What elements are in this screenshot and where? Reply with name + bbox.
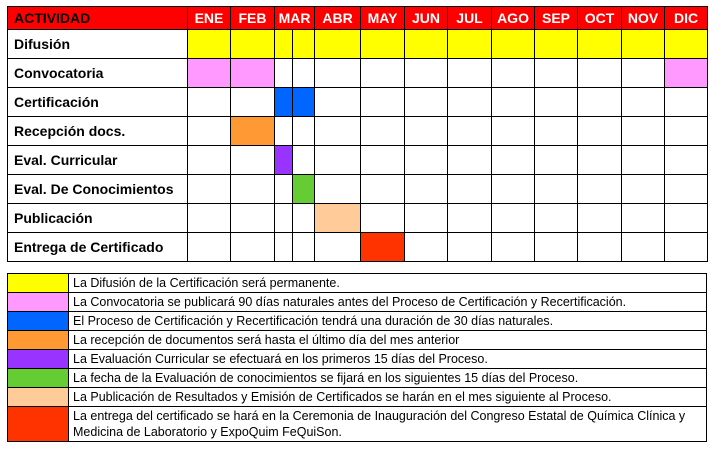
month-header-oct: OCT	[578, 7, 622, 30]
legend-row	[8, 350, 707, 369]
schedule-cell-filled	[448, 30, 492, 59]
schedule-cell	[231, 175, 275, 204]
schedule-cell	[405, 146, 448, 175]
schedule-cell	[275, 59, 293, 88]
legend-swatch	[8, 274, 69, 293]
schedule-cell-filled	[622, 30, 665, 59]
schedule-cell-filled	[188, 30, 231, 59]
schedule-cell	[448, 146, 492, 175]
schedule-cell	[622, 88, 665, 117]
schedule-cell	[578, 146, 622, 175]
legend-row	[8, 388, 707, 407]
schedule-cell	[231, 88, 275, 117]
schedule-cell	[622, 59, 665, 88]
schedule-cell-filled	[275, 88, 293, 117]
schedule-cell-filled	[361, 233, 405, 262]
activity-label: Eval. De Conocimientos	[8, 175, 188, 204]
legend-row	[8, 407, 707, 442]
schedule-cell	[665, 175, 708, 204]
schedule-cell	[188, 88, 231, 117]
schedule-cell	[448, 59, 492, 88]
schedule-cell	[293, 204, 315, 233]
schedule-cell	[315, 59, 361, 88]
schedule-cell	[315, 146, 361, 175]
schedule-cell-filled	[231, 59, 275, 88]
schedule-cell	[405, 204, 448, 233]
legend-text: La recepción de documentos será hasta el último día del mes anterior	[69, 331, 707, 350]
schedule-cell	[665, 88, 708, 117]
legend-text: La Evaluación Curricular se efectuará en los primeros 15 días del Proceso.	[69, 350, 707, 369]
schedule-cell	[492, 88, 535, 117]
schedule-cell	[293, 233, 315, 262]
schedule-cell	[578, 233, 622, 262]
schedule-cell	[448, 204, 492, 233]
legend-swatch	[8, 388, 69, 407]
schedule-cell	[361, 117, 405, 146]
schedule-cell	[578, 88, 622, 117]
schedule-cell	[578, 59, 622, 88]
month-header-jun: JUN	[405, 7, 448, 30]
month-header-dic: DIC	[665, 7, 708, 30]
header-activity: ACTIVIDAD	[8, 7, 188, 30]
activity-label: Recepción docs.	[8, 117, 188, 146]
schedule-cell-filled	[665, 30, 708, 59]
activity-label: Publicación	[8, 204, 188, 233]
month-header-sep: SEP	[535, 7, 578, 30]
month-header-jul: JUL	[448, 7, 492, 30]
schedule-cell	[448, 233, 492, 262]
schedule-cell	[665, 233, 708, 262]
schedule-cell	[188, 233, 231, 262]
schedule-cell	[622, 146, 665, 175]
legend-swatch	[8, 312, 69, 331]
schedule-cell	[535, 146, 578, 175]
schedule-cell	[622, 117, 665, 146]
activity-label: Entrega de Certificado	[8, 233, 188, 262]
schedule-cell	[315, 233, 361, 262]
schedule-cell-filled	[665, 59, 708, 88]
schedule-cell-filled	[315, 30, 361, 59]
schedule-cell	[361, 204, 405, 233]
activity-schedule-table	[7, 6, 708, 262]
month-header-abr: ABR	[315, 7, 361, 30]
legend-text: La entrega del certificado se hará en la Ceremonia de Inauguración del Congreso Estatal de Química Clínica y Medicina de Laboratorio y ExpoQuim FeQuiSon.	[69, 407, 707, 442]
activity-label: Convocatoria	[8, 59, 188, 88]
schedule-cell	[535, 233, 578, 262]
month-header-feb: FEB	[231, 7, 275, 30]
legend-row	[8, 274, 707, 293]
schedule-cell	[315, 88, 361, 117]
schedule-cell	[535, 59, 578, 88]
legend-swatch	[8, 407, 69, 442]
activity-label: Difusión	[8, 30, 188, 59]
schedule-cell	[293, 117, 315, 146]
schedule-cell	[361, 59, 405, 88]
schedule-cell	[231, 146, 275, 175]
schedule-cell-filled	[293, 30, 315, 59]
schedule-cell	[535, 117, 578, 146]
activity-label: Certificación	[8, 88, 188, 117]
month-header-ago: AGO	[492, 7, 535, 30]
schedule-cell	[622, 204, 665, 233]
schedule-cell	[293, 59, 315, 88]
schedule-cell	[188, 146, 231, 175]
schedule-cell	[405, 117, 448, 146]
legend-row	[8, 369, 707, 388]
month-header-ene: ENE	[188, 7, 231, 30]
schedule-cell	[405, 59, 448, 88]
legend-swatch	[8, 369, 69, 388]
schedule-cell	[492, 117, 535, 146]
legend-table	[7, 273, 707, 442]
schedule-cell-filled	[405, 30, 448, 59]
schedule-cell	[492, 146, 535, 175]
schedule-cell	[275, 233, 293, 262]
schedule-cell	[188, 175, 231, 204]
legend-row	[8, 293, 707, 312]
schedule-cell	[665, 117, 708, 146]
schedule-cell	[231, 233, 275, 262]
activity-row	[8, 59, 708, 88]
schedule-cell	[492, 59, 535, 88]
activity-row	[8, 117, 708, 146]
schedule-cell	[315, 117, 361, 146]
schedule-cell-filled	[492, 30, 535, 59]
legend-text: El Proceso de Certificación y Recertificación tendrá una duración de 30 días naturales.	[69, 312, 707, 331]
header-row	[8, 7, 708, 30]
legend-text: La Difusión de la Certificación será permanente.	[69, 274, 707, 293]
legend-swatch	[8, 331, 69, 350]
activity-label: Eval. Curricular	[8, 146, 188, 175]
schedule-cell	[622, 233, 665, 262]
schedule-cell	[275, 175, 293, 204]
schedule-cell	[188, 204, 231, 233]
schedule-cell-filled	[535, 30, 578, 59]
legend-row	[8, 312, 707, 331]
schedule-cell	[492, 204, 535, 233]
schedule-cell-filled	[293, 88, 315, 117]
schedule-cell	[275, 117, 293, 146]
activity-row	[8, 175, 708, 204]
schedule-cell-filled	[188, 59, 231, 88]
activity-row	[8, 88, 708, 117]
schedule-cell	[361, 146, 405, 175]
schedule-cell	[665, 146, 708, 175]
schedule-cell	[405, 88, 448, 117]
schedule-cell	[492, 233, 535, 262]
schedule-cell-filled	[578, 30, 622, 59]
month-header-nov: NOV	[622, 7, 665, 30]
schedule-cell	[448, 175, 492, 204]
schedule-cell-filled	[275, 146, 293, 175]
schedule-cell	[622, 175, 665, 204]
schedule-cell	[578, 117, 622, 146]
legend-text: La Convocatoria se publicará 90 días naturales antes del Proceso de Certificación y Recertificación.	[69, 293, 707, 312]
schedule-cell	[448, 117, 492, 146]
schedule-cell-filled	[231, 30, 275, 59]
legend-swatch	[8, 350, 69, 369]
activity-row	[8, 146, 708, 175]
schedule-cell	[578, 204, 622, 233]
schedule-cell-filled	[361, 30, 405, 59]
month-header-may: MAY	[361, 7, 405, 30]
schedule-cell	[361, 88, 405, 117]
schedule-cell-filled	[275, 30, 293, 59]
schedule-cell	[665, 204, 708, 233]
schedule-cell	[535, 204, 578, 233]
schedule-cell-filled	[315, 204, 361, 233]
schedule-cell	[448, 88, 492, 117]
activity-row	[8, 233, 708, 262]
schedule-cell	[578, 175, 622, 204]
schedule-cell	[315, 175, 361, 204]
legend-swatch	[8, 293, 69, 312]
month-header-mar: MAR	[275, 7, 315, 30]
schedule-cell	[361, 175, 405, 204]
schedule-cell-filled	[231, 117, 275, 146]
schedule-cell	[405, 175, 448, 204]
legend-row	[8, 331, 707, 350]
activity-row	[8, 30, 708, 59]
schedule-cell	[231, 204, 275, 233]
activity-row	[8, 204, 708, 233]
schedule-cell	[405, 233, 448, 262]
schedule-cell	[275, 204, 293, 233]
legend-text: La Publicación de Resultados y Emisión de Certificados se harán en el mes siguiente al Proceso.	[69, 388, 707, 407]
schedule-cell	[188, 117, 231, 146]
schedule-cell	[293, 146, 315, 175]
legend-text: La fecha de la Evaluación de conocimientos se fijará en los siguientes 15 días del Proceso.	[69, 369, 707, 388]
schedule-cell	[535, 175, 578, 204]
schedule-cell	[492, 175, 535, 204]
schedule-cell	[535, 88, 578, 117]
schedule-cell-filled	[293, 175, 315, 204]
